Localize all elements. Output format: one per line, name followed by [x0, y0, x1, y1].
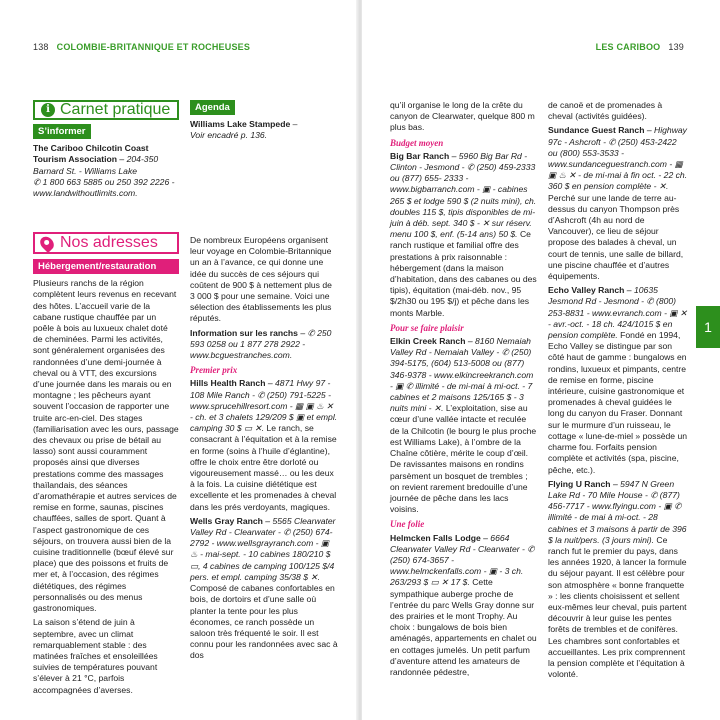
nos-adresses-title: Nos adresses: [33, 232, 179, 254]
bigbar-entry: Big Bar Ranch – 5960 Big Bar Rd - Clinton - Jesmond - ✆ (250) 459-2333 ou (877) 655- 2333 - www.bigbarranch.com - ▣ - cabines 265 $ et lodge 590 $ (2 nuits mini), ch. doubles 115 $, tipis disponibles de mi-juin à déb. sept. 340 $ - ✕ sur réserv. menu 100 $, enf. (5-14 ans) 50 $. Ce ranch rustique et familial offre des prestations à prix raisonnable : hébergement (dans la maison d’habitation, dans des cabanes ou des tipis), équitation (mai-déb. nov., 95 $/2h30 ou 195 $/j) et pêche dans les monts Marble.: [390, 150, 537, 318]
location-pin-icon: [37, 233, 56, 252]
premier-prix-label: Premier prix: [190, 365, 238, 376]
carnet-title: i Carnet pratique: [33, 100, 179, 120]
right-page: [362, 0, 720, 720]
col2-intro: De nombreux Européens organisent leur voyage en Colombie-Britannique un an à l’avance, ce qui donne une idée du succès de ces séjours qui coûtent de 900 $ à nettement plus de 3 000 $ pour une semaine. Voici une sélection des établissements les plus réputés.: [190, 235, 332, 324]
left-chapter-title: COLOMBIE-BRITANNIQUE ET ROCHEUSES: [56, 42, 251, 52]
budget-moyen-label: Budget moyen: [390, 137, 444, 148]
left-page-number: 138: [33, 42, 49, 52]
right-col2: de canoë et de promenades à cheval (activités guidées). Sundance Guest Ranch – Highway 97c - Ashcroft - ✆ (250) 453-2422 ou (800) 553-3533 - www.sundanceguestranch.com - ▦ ▣ ♨ ✕ - de mi-mai à fin oct. - 22 ch. 360 $ en pension complète - ✕. Perché sur une lande de terre au-dessus du canyon Thompson près d’Ashcroft (4h au nord de Vancouver), ce lieu de séjour propose des balades à cheval, un court de tennis, une salle de billard, une piscine chauffée et d’autres équipements. Echo Valley Ranch – 10635 Jesmond Rd - Jesmond - ✆ (800) 253-8831 - www.evranch.com - ▣ ✕ - avr.-oct. - 18 ch. 424/1015 $ en pension complète. Fondé en 1994, Echo Valley se distingue par son côté haut de gamme : bungalows en rondins, luxueux et pimpants, centre de remise en forme, piscine intérieure, cuisine gastronomique et promenades à cheval guidées le long du canyon du Fraser. Donnant sur le murmure d’un ruisseau, le cottage « lune-de-miel » possède un charme fou. Forfaits pension complète et activités (spa, piscine, pêche, etc.). Flying U Ranch – 5947 N Green Lake Rd - 70 Mile House - ✆ (877) 456-7717 - www.flyingu.com - ▣ ✆ illimité - de mai à mi-oct. - 28 cabines et 3 maisons à partir de 396 $ la nuit/pers. (3 jours mini). Ce ranch fut le premier du pays, dans les années 1920, à lancer la formule du séjour payant. Il est célèbre pour son atmosphère « bonne franquette » : les clients choisissent et sellent eux-mêmes leur cheval, puis partent découvrir à leur guise les pentes forêts de trembles et de conifères. Les chambres sont confortables et accueillantes. Les prix comprennent la pension complète et l’équitation à volonté.: [548, 100, 688, 680]
info-ranchs: Information sur les ranchs – ✆ 250 593 0258 ou 1 877 278 2922 - www.bcguestranches.com.: [190, 327, 332, 361]
left-running-head: [33, 42, 250, 52]
right-page-number: 139: [668, 42, 684, 52]
agenda-block: [190, 100, 340, 145]
right-chapter-title: LES CARIBOO: [595, 42, 661, 52]
left-page: [0, 0, 358, 720]
agenda-label: Agenda: [190, 100, 235, 115]
helmcken-entry: Helmcken Falls Lodge – 6664 Clearwater Valley Rd - Clearwater - ✆ (250) 674-3657 - www.helmckenfalls.com - ▣ - 3 ch. 263/293 $ ▭ ✕ 17 $. Cette sympathique auberge proche de l’entrée du parc Wells Gray donne sur des prairies et le mont Trophy. Au choix : bungalows de bois bien aménagés, appartements en chalet ou en cottages jumelés. Un petit parfum d’aventure attend les amateurs de randonnée pédestre,: [390, 532, 537, 677]
hills-entry: Hills Health Ranch – 4871 Hwy 97 - 108 Mile Ranch - ✆ (250) 791-5225 - www.sprucehillresort.com - ▦ ▣ ♨ ✕ - ch. et 3 chalets 129/209 $ ▣ et empl. camping 30 $ ▭ ✕. Le ranch, se consacrant à l’équitation et à la remise en forme (soins à l’huile d’églantine), offre le choix entre être dorloté ou vigoureusement massé… ou les deux à la fois. La cuisine diététique est excellente et les promenades à cheval dans les prés verdoyants, magiques.: [190, 378, 338, 512]
agenda-event: Williams Lake Stampede – Voir encadré p. 136.: [190, 119, 298, 141]
plaisir-label: Pour se faire plaisir: [390, 322, 464, 333]
nos-adresses-col1: [33, 232, 179, 699]
season-text: La saison s’étend de juin à septembre, avec un climat remarquablement stable : des matinées fraîches et ensoleillées suivies de températures pouvant s’élever à 21 °C, parfois accompagnées d’averses.: [33, 617, 158, 695]
flying-entry: Flying U Ranch – 5947 N Green Lake Rd - 70 Mile House - ✆ (877) 456-7717 - www.flyingu.com - ▣ ✆ illimité - de mai à mi-oct. - 28 cabines et 3 maisons à partir de 396 $ la nuit/pers. (3 jours mini). Ce ranch fut le premier du pays, dans les années 1920, à lancer la formule du séjour payant. Il est célèbre pour son atmosphère « bonne franquette » : les clients choisissent et sellent eux-mêmes leur cheval, puis partent découvrir à leur guise les pentes forêts de trembles et de conifères. Les chambres sont confortables et accueillantes. Les prix comprennent la pension complète et l’équitation à volonté.: [548, 478, 687, 680]
carnet-pratique: [33, 100, 179, 202]
intro-text: Plusieurs ranchs de la région complètent leurs revenus en recevant des hôtes. L’accueil varie de la cabane rustique chauffée par un poêle à bois au luxueux chalet doté de cheminées. Parmi les activités, sont généralement organisées des randonnées d’une demi-journée à cheval ou à VTT, des excursions d’une journée dans les marais ou en montagne ; les pêcheurs ayant souvent l’occasion de rapporter une truite arc-en-ciel. Des stages (familiarisation avec les ours, passage des chevaux ou prise de bétail au lasso) sont aussi couramment proposés ainsi que diverses prestations comme des massages thaïlandais, des séances d’aromathérapie et autres services de remise en forme, saunas, piscines chauffées, salles de sport. Quant à l’aspect gastronomique de ces séjours, on trouvera aussi bien de la cuisine traditionnelle (bœuf élevé sur place) que des poissons et fruits de mer et, à l’occasion, des régimes diététiques, des régimes personnalisés ou des menus gastronomiques.: [33, 278, 179, 614]
wells-entry: Wells Gray Ranch – 5565 Clearwater Valley Rd - Clearwater - ✆ (250) 674-2792 - www.wellsgrayranch.com - ▣ ♨ - mai-sept. - 10 cabines 180/210 $ ▭, 4 cabines de camping 100/125 $/4 pers. et empl. camping 35/38 $ ✕. Composé de cabanes confortables en bois, de dortoirs et d’une salle où planter la tente pour les plus économes, ce ranch possède un saloon très fréquenté le soir. Il est connu pour les randonnées avec sac à dos: [190, 515, 338, 661]
informer-label: S’informer: [33, 124, 91, 139]
nos-adresses-col2: [190, 235, 338, 665]
hebergement-label: Hébergement/restauration: [33, 259, 179, 274]
elkin-entry: Elkin Creek Ranch – 8160 Nemaiah Valley Rd - Nemaiah Valley - ✆ (250) 394-5175, (604) 513-5008 ou (877) 346-9378 - www.elkincreekranch.com - ▣ ✆ illimité - de mi-mai à mi-oct. - 7 cabines et 2 maisons 125/165 $ - 3 nuits mini - ✕. L’exploitation, sise au cœur d’une vallée intacte et reculée de la Chilcotin (le bourg le plus proche est Williams Lake), à l’ombre de la Chaîne côtière, mérite le coup d’œil. De ravissantes maisons en rondins parsèment un bosquet de trembles ; on revient rarement bredouille d’une journée de pêche dans les lacs voisins.: [390, 336, 537, 515]
right-col1: qu’il organise le long de la crête du canyon de Clearwater, quelque 800 m plus bas. Budget moyen Big Bar Ranch – 5960 Big Bar Rd - Clinton - Jesmond - ✆ (250) 459-2333 ou (877) 655- 2333 - www.bigbarranch.com - ▣ - cabines 265 $ et lodge 590 $ (2 nuits mini), ch. doubles 115 $, tipis disponibles de mi-juin à déb. sept. 340 $ - ✕ sur réserv. menu 100 $, enf. (5-14 ans) 50 $. Ce ranch rustique et familial offre des prestations à prix raisonnable : hébergement (dans la maison d’habitation, dans des cabanes ou des tipis), équitation (mai-déb. nov., 95 $/2h30 ou 195 $/j) et pêche dans les monts Marble. Pour se faire plaisir Elkin Creek Ranch – 8160 Nemaiah Valley Rd - Nemaiah Valley - ✆ (250) 394-5175, (604) 513-5008 ou (877) 346-9378 - www.elkincreekranch.com - ▣ ✆ illimité - de mi-mai à mi-oct. - 7 cabines et 2 maisons 125/165 $ - 3 nuits mini - ✕. L’exploitation, sise au cœur d’une vallée intacte et reculée de la Chilcotin (le bourg le plus proche est Williams Lake), à l’ombre de la Chaîne côtière, mérite le coup d’œil. De ravissantes maisons en rondins parsèment un bosquet de trembles ; on revient rarement bredouille d’une journée de pêche dans les lacs voisins. Une folie Helmcken Falls Lodge – 6664 Clearwater Valley Rd - Clearwater - ✆ (250) 674-3657 - www.helmckenfalls.com - ▣ - 3 ch. 263/293 $ ▭ ✕ 17 $. Cette sympathique auberge proche de l’entrée du parc Wells Gray donne sur des prairies et le mont Trophy. Au choix : bungalows de bois bien aménagés, appartements en chalet ou en cottages jumelés. Un petit parfum d’aventure attend les amateurs de randonnée pédestre,: [390, 100, 537, 677]
info-icon: i: [41, 103, 55, 117]
sundance-entry: Sundance Guest Ranch – Highway 97c - Ashcroft - ✆ (250) 453-2422 ou (800) 553-3533 - www.sundanceguestranch.com - ▦ ▣ ♨ ✕ - de mi-mai à fin oct. - 22 ch. 360 $ en pension complète - ✕. Perché sur une lande de terre au-dessus du canyon Thompson près d’Ashcroft (4h au nord de Vancouver), ce lieu de séjour propose des balades à cheval, un court de tennis, une salle de billard, une piscine chauffée et d’autres équipements.: [548, 125, 688, 282]
tourism-association: The Cariboo Chilcotin Coast Tourism Association – 204-350 Barnard St. - Williams Lake ✆ 1 800 663 5885 ou 250 392 2226 - www.landwithoutlimits.com.: [33, 143, 175, 199]
folie-label: Une folie: [390, 519, 425, 530]
right-running-head: [596, 42, 684, 52]
echo-entry: Echo Valley Ranch – 10635 Jesmond Rd - Jesmond - ✆ (800) 253-8831 - www.evranch.com - ▣ ✕ - avr.-oct. - 18 ch. 424/1015 $ en pension complète. Fondé en 1994, Echo Valley se distingue par son côté haut de gamme : bungalows en rondins, luxueux et pimpants, centre de remise en forme, piscine intérieure, cuisine gastronomique et promenades à cheval guidées le long du canyon du Fraser. Donnant sur le murmure d’un ruisseau, le cottage « lune-de-miel » possède un charme fou. Forfaits pension complète et activités (spa, piscine, pêche, etc.).: [548, 285, 688, 475]
chapter-tab: 1: [696, 306, 720, 348]
